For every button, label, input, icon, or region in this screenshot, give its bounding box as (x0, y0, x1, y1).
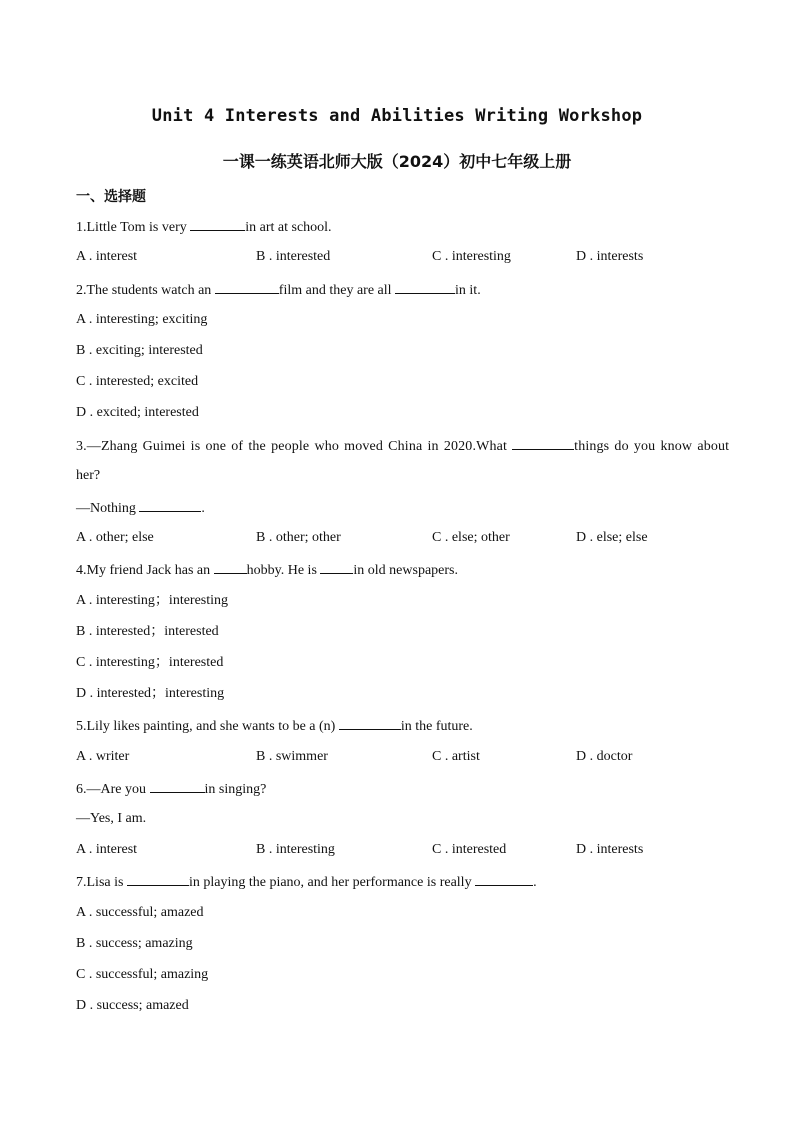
answer-blank (215, 280, 279, 294)
answer-blank (139, 498, 201, 512)
question-4-option-c: C . interesting；interested (76, 655, 224, 670)
question-3-option-a: A . other; else (76, 530, 154, 545)
question-5-option-b: B . swimmer (256, 749, 328, 764)
answer-blank (395, 280, 455, 294)
question-1-option-d: D . interests (576, 249, 644, 264)
question-7-option-d: D . success; amazed (76, 998, 189, 1013)
question-3-option-c: C . else; other (432, 530, 510, 545)
question-5-option-a: A . writer (76, 749, 130, 764)
answer-blank (320, 560, 353, 574)
question-2-option-a: A . interesting; exciting (76, 312, 208, 327)
question-3-option-b: B . other; other (256, 530, 341, 545)
question-6-stem: 6.—Are you in singing? (76, 779, 266, 799)
section-heading: 一、选择题 (76, 189, 146, 205)
answer-blank (150, 779, 205, 793)
question-1-stem: 1.Little Tom is very in art at school. (76, 217, 332, 237)
question-7-option-b: B . success; amazing (76, 936, 193, 951)
question-2-option-b: B . exciting; interested (76, 343, 203, 358)
question-3-answer-line: —Nothing . (76, 498, 205, 518)
question-6-option-d: D . interests (576, 842, 644, 857)
question-2-stem: 2.The students watch an film and they are all in it. (76, 280, 481, 300)
answer-blank (214, 560, 247, 574)
question-6-option-b: B . interesting (256, 842, 335, 857)
question-1-option-c: C . interesting (432, 249, 511, 264)
question-3-option-d: D . else; else (576, 530, 648, 545)
question-1-option-b: B . interested (256, 249, 331, 264)
question-6-option-c: C . interested (432, 842, 507, 857)
question-6-answer-line: —Yes, I am. (76, 811, 147, 826)
question-4-option-b: B . interested；interested (76, 624, 219, 639)
answer-blank (190, 217, 245, 231)
answer-blank (512, 436, 574, 450)
question-3-stem: 3.—Zhang Guimei is one of the people who moved China in 2020.What things do you know about (76, 436, 729, 456)
question-2-option-d: D . excited; interested (76, 405, 199, 420)
answer-blank (339, 716, 401, 730)
question-5-option-d: D . doctor (576, 749, 633, 764)
question-7-option-c: C . successful; amazing (76, 967, 209, 982)
answer-blank (475, 872, 533, 886)
document-subtitle: 一课一练英语北师大版（2024）初中七年级上册 (222, 152, 572, 171)
question-7-option-a: A . successful; amazed (76, 905, 204, 920)
question-7-stem: 7.Lisa is in playing the piano, and her performance is really . (76, 872, 537, 892)
question-5-option-c: C . artist (432, 749, 480, 764)
document-title: Unit 4 Interests and Abilities Writing Workshop (151, 106, 643, 126)
question-1-option-a: A . interest (76, 249, 138, 264)
answer-blank (127, 872, 189, 886)
question-2-option-c: C . interested; excited (76, 374, 199, 389)
question-5-stem: 5.Lily likes painting, and she wants to be a (n) in the future. (76, 716, 473, 736)
question-6-option-a: A . interest (76, 842, 138, 857)
question-4-option-d: D . interested；interesting (76, 686, 225, 701)
question-3-stem-continued: her? (76, 468, 101, 483)
question-4-option-a: A . interesting；interesting (76, 593, 229, 608)
question-4-stem: 4.My friend Jack has an hobby. He is in old newspapers. (76, 560, 458, 580)
